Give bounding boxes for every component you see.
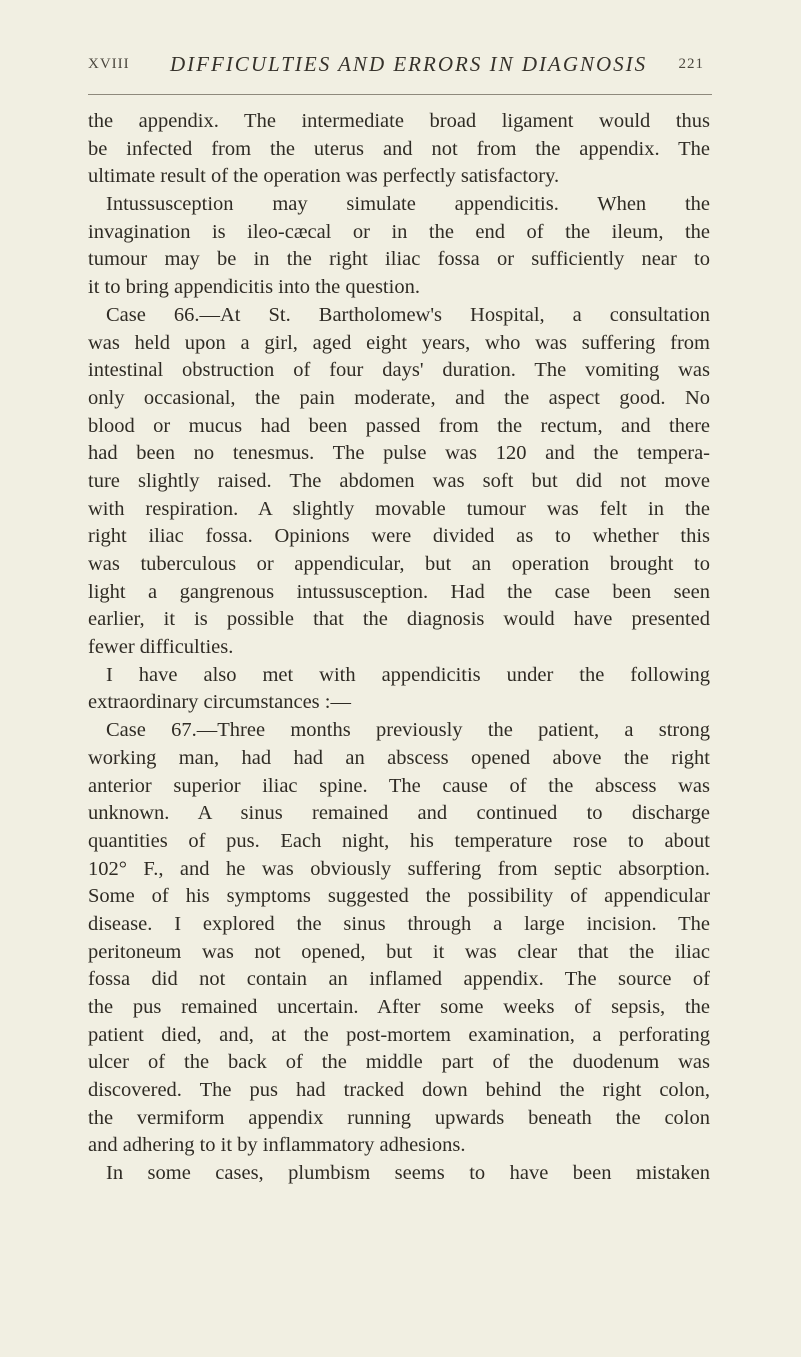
text-line: light a gangrenous intussusception. Had the case been seen [88, 580, 710, 603]
text-line: fossa did not contain an inflamed appendix. The source of [88, 968, 710, 991]
text-line: Some of his symptoms suggested the possibility of appendicular [88, 885, 710, 908]
text-line: working man, had had an abscess opened above the right [88, 746, 710, 769]
text-line: In some cases, plumbism seems to have been mistaken [106, 1162, 710, 1185]
text-line: the appendix. The intermediate broad ligament would thus [88, 110, 710, 132]
text-line: blood or mucus had been passed from the rectum, and there [88, 414, 710, 437]
text-line: be infected from the uterus and not from the appendix. The [88, 137, 710, 160]
text-line: patient died, and, at the post-mortem examination, a perforating [88, 1023, 710, 1046]
text-line: ultimate result of the operation was perfectly satisfactory. [88, 165, 560, 188]
text-line: was held upon a girl, aged eight years, who was suffering from [88, 331, 710, 354]
text-line: ture slightly raised. The abdomen was soft but did not move [88, 469, 710, 492]
text-line: with respiration. A slightly movable tumour was felt in the [88, 497, 710, 520]
text-line: disease. I explored the sinus through a large incision. The [88, 912, 710, 935]
text-line: only occasional, the pain moderate, and the aspect good. No [88, 386, 710, 409]
text-line: unknown. A sinus remained and continued to discharge [88, 802, 710, 825]
page-number: 221 [678, 56, 704, 72]
body-text [88, 108, 710, 1188]
page-header [88, 52, 712, 92]
text-line: right iliac fossa. Opinions were divided as to whether this [88, 525, 710, 548]
running-title: DIFFICULTIES AND ERRORS IN DIAGNOSIS [170, 52, 648, 76]
text-line: Case 67.—Three months previously the patient, a strong [106, 719, 710, 742]
text-line: intestinal obstruction of four days' duration. The vomiting was [88, 359, 710, 382]
text-line: discovered. The pus had tracked down behind the right colon, [88, 1079, 710, 1102]
header-rule [88, 94, 712, 95]
text-line: and adhering to it by inflammatory adhesions. [88, 1134, 466, 1157]
text-line: extraordinary circumstances :— [88, 691, 351, 714]
text-line: fewer difficulties. [88, 636, 234, 659]
text-line: peritoneum was not opened, but it was clear that the iliac [88, 940, 710, 963]
text-line: the vermiform appendix running upwards beneath the colon [88, 1106, 710, 1129]
text-line: anterior superior iliac spine. The cause of the abscess was [88, 774, 710, 797]
text-line: 102° F., and he was obviously suffering from septic absorption. [88, 857, 710, 880]
text-line: ulcer of the back of the middle part of the duodenum was [88, 1051, 710, 1074]
text-line: earlier, it is possible that the diagnosis would have presented [88, 608, 710, 631]
text-line: it to bring appendicitis into the question. [88, 276, 420, 299]
text-line: quantities of pus. Each night, his temperature rose to about [88, 829, 710, 852]
text-line: the pus remained uncertain. After some weeks of sepsis, the [88, 996, 710, 1018]
text-line: had been no tenesmus. The pulse was 120 and the tempera- [88, 442, 710, 465]
text-line: Case 66.—At St. Bartholomew's Hospital, a consultation [106, 303, 710, 326]
text-line: tumour may be in the right iliac fossa or sufficiently near to [88, 248, 710, 271]
text-line: I have also met with appendicitis under the following [106, 663, 710, 686]
text-line: invagination is ileo-cæcal or in the end of the ileum, the [88, 220, 710, 243]
chapter-signature: XVIII [88, 56, 130, 72]
text-line: was tuberculous or appendicular, but an operation brought to [88, 553, 710, 575]
text-line: Intussusception may simulate appendicitis. When the [106, 193, 710, 216]
